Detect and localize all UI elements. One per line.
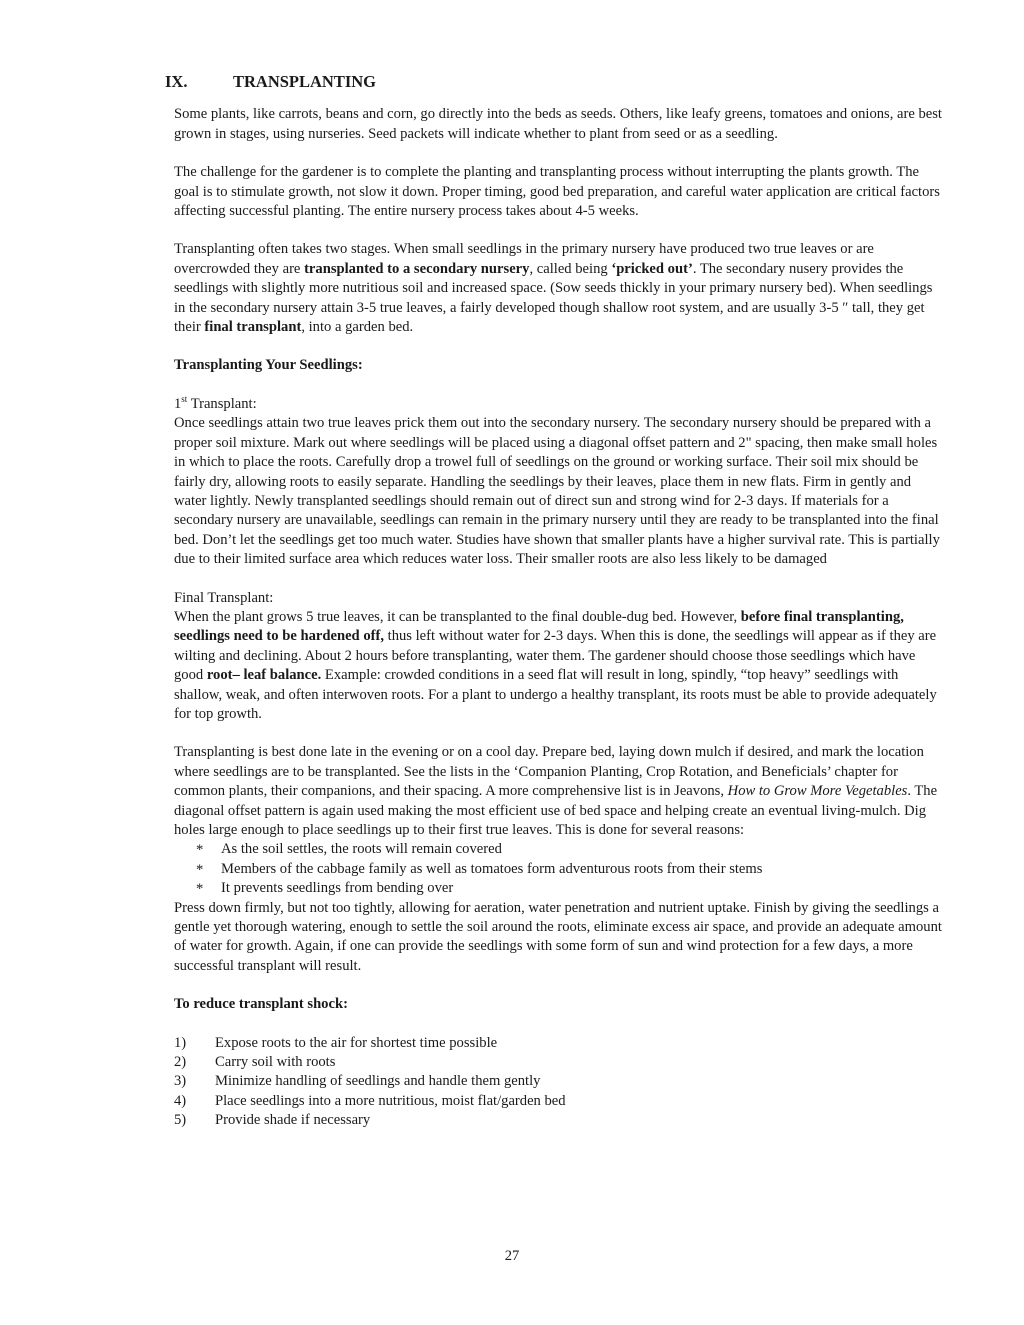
final-text-2: thus left without water for 2-3 days. When this is done, the seedlings will appear as if they are wilting and declining. About 2 hours before transplanting, water them. The gardener should choose those seedlings which have good	[174, 628, 937, 684]
step-number: 4)	[174, 1092, 187, 1109]
secondary-nursery-emphasis: transplanted to a secondary nursery	[304, 260, 530, 277]
stages-text-3: . The secondary nusery provides the seedlings with slightly more nutritious soil and increased space. (Sow seeds thickly in your primary nursery bed). When seedlings in the secondary nursery attain 3-5 true leaves, a fairly developed though shallow root system, and are usually 3-5 ″ tall, they get their	[174, 260, 933, 336]
section-number: IX.	[165, 72, 188, 91]
list-item	[174, 1092, 944, 1111]
list-item	[174, 1111, 944, 1130]
step-text: Place seedlings into a more nutritious, moist flat/garden bed	[215, 1092, 566, 1109]
step-number: 2)	[174, 1054, 187, 1071]
stages-text-1: Transplanting often takes two stages. When small seedlings in the primary nursery have produced two true leaves or are overcrowded they are	[174, 241, 874, 277]
final-text-1: When the plant grows 5 true leaves, it can be transplanted to the final double-dug bed. However,	[174, 608, 741, 625]
first-transplant-number: 1	[174, 395, 182, 412]
stages-text-4: , into a garden bed.	[301, 319, 414, 336]
step-text: Provide shade if necessary	[215, 1112, 371, 1129]
final-transplant-paragraph	[174, 608, 944, 724]
seedlings-subheading: Transplanting Your Seedlings:	[174, 357, 363, 374]
final-text-3: Example: crowded conditions in a seed flat will result in long, spindly, “top heavy” seedlings with shallow, weak, and often interwoven roots. For a plant to undergo a healthy transplant, its roots must be able to provide adequately for top growth.	[174, 667, 937, 722]
list-item	[174, 1034, 944, 1053]
pricked-out-emphasis: ‘pricked out’	[611, 260, 693, 277]
book-title: How to Grow More Vegetables	[727, 783, 908, 800]
list-item: * Members of the cabbage family as well as tomatoes form adventurous roots from their stems	[174, 860, 944, 879]
step-number: 3)	[174, 1073, 187, 1090]
page-number: 27	[504, 1248, 520, 1264]
stages-paragraph	[174, 240, 944, 337]
first-transplant-word: Transplant:	[187, 395, 257, 412]
shock-subheading: To reduce transplant shock:	[174, 996, 348, 1013]
list-item: * As the soil settles, the roots will remain covered	[174, 840, 944, 859]
final-transplant-label: Final Transplant:	[174, 589, 274, 606]
section-title: TRANSPLANTING	[233, 72, 377, 91]
watering-paragraph: Press down firmly, but not too tightly, allowing for aeration, water penetration and nutrient uptake. Finish by giving the seedlings a gentle yet thorough watering, enough to settle the soil around the roots, eliminate excess air space, and provide an adequate amount of water for growth. Again, if one can provide the seedlings with some form of sun and wind protection for a few days, a more successful transplant will result.	[174, 899, 942, 974]
challenge-paragraph: The challenge for the gardener is to complete the planting and transplanting process without interrupting the plants growth. The goal is to stimulate growth, not slow it down. Proper timing, good bed preparation, and careful water application are critical factors affecting successful planting. The entire nursery process takes about 4-5 weeks.	[174, 164, 940, 220]
step-text: Carry soil with roots	[215, 1054, 336, 1071]
first-transplant-label	[174, 395, 944, 414]
shock-steps-list	[174, 1034, 944, 1131]
step-text: Expose roots to the air for shortest time possible	[215, 1034, 498, 1051]
step-number: 1)	[174, 1034, 187, 1051]
root-leaf-balance-emphasis: root– leaf balance.	[206, 667, 322, 684]
hardened-off-emphasis: before final transplanting, seedlings need to be hardened off,	[174, 608, 904, 645]
first-transplant-paragraph: Once seedlings attain two true leaves prick them out into the secondary nursery. The secondary nursery should be prepared with a proper soil mixture. Mark out where seedlings will be placed using a diagonal offset pattern and 2" spacing, then make small holes in which to place the roots. Carefully drop a trowel full of seedlings on the ground or working surface. Their soil mix should be fairly dry, allowing roots to easily separate. Handling the seedlings by their leaves, place them in new flats. Firm in gently and water lightly. Newly transplanted seedlings should remain out of direct sun and strong wind for 2-3 days. If materials for a secondary nursery are unavailable, seedlings can remain in the primary nursery until they are ready to be transplanted into the final bed. Don’t let the seedlings get too much water. Studies have shown that smaller plants have a higher survival rate. This is partially due to their limited surface area which reduces water loss. Their smaller roots are also less likely to be damaged	[174, 415, 940, 568]
timing-text-1: Transplanting is best done late in the evening or on a cool day. Prepare bed, laying down mulch if desired, and mark the location where seedlings are to be transplanted. See the lists in the ‘Companion Planting, Crop Rotation, and Beneficials’ chapter for common plants, their companions, and their spacing. A more comprehensive list is in Jeavons,	[174, 744, 924, 800]
list-item: * It prevents seedlings from bending over	[174, 879, 944, 898]
reasons-list	[174, 840, 944, 898]
list-item	[174, 1072, 944, 1091]
timing-text-2: . The diagonal offset pattern is again used making the most efficient use of bed space and helping create an eventual living-mulch. Dig holes large enough to place seedlings up to their first true leaves. This is done for several reasons:	[174, 783, 938, 838]
final-transplant-emphasis: final transplant	[204, 319, 302, 336]
list-item	[174, 1053, 944, 1072]
timing-paragraph	[174, 743, 944, 840]
intro-paragraph: Some plants, like carrots, beans and corn, go directly into the beds as seeds. Others, like leafy greens, tomatoes and onions, are best grown in stages, using nurseries. Seed packets will indicate whether to plant from seed or as a seedling.	[174, 106, 942, 142]
section-heading	[165, 72, 944, 91]
first-transplant-ordinal: st	[181, 393, 188, 404]
stages-text-2: , called being	[529, 260, 612, 277]
step-text: Minimize handling of seedlings and handle them gently	[215, 1073, 541, 1090]
document-page	[165, 72, 944, 1131]
step-number: 5)	[174, 1112, 187, 1129]
